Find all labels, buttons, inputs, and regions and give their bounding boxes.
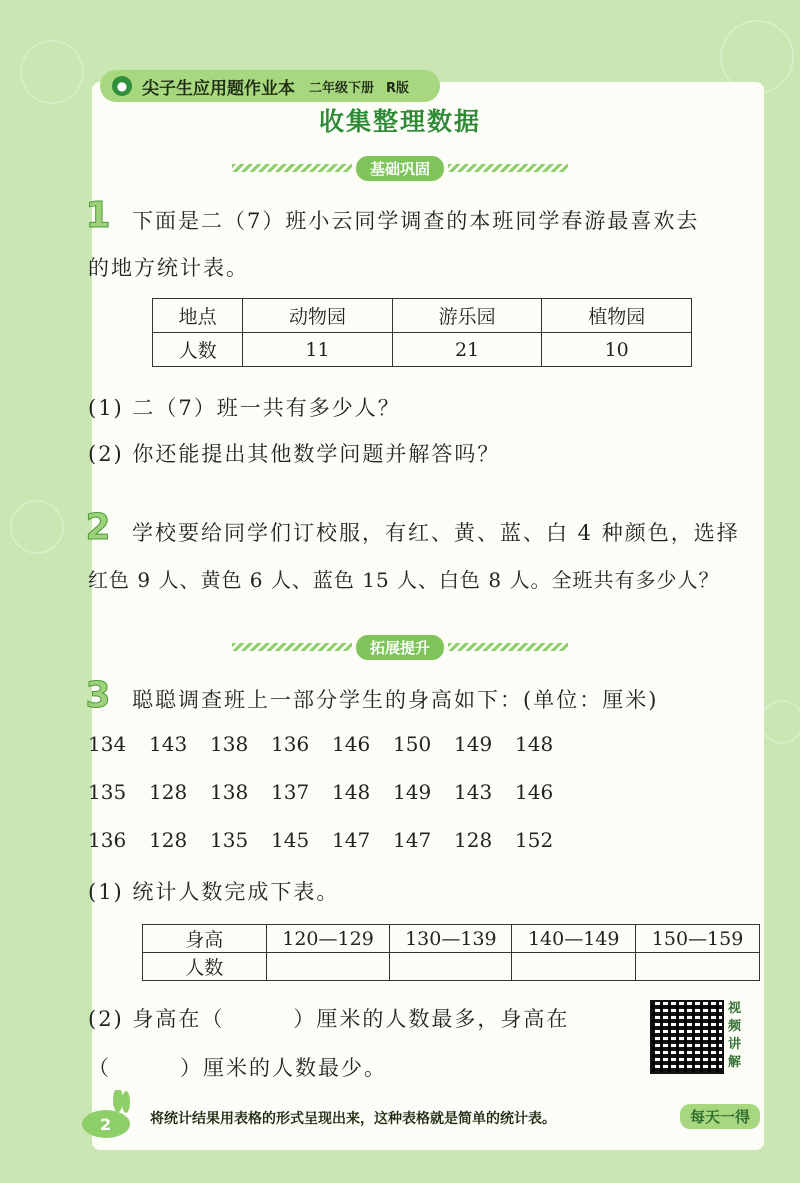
answer-cell[interactable] bbox=[636, 953, 760, 981]
section-label: 拓展提升 bbox=[356, 635, 444, 660]
page-title: 收集整理数据 bbox=[318, 107, 481, 136]
answer-cell[interactable] bbox=[266, 953, 390, 981]
book-header bbox=[100, 70, 440, 102]
q3-sub2-line1: (2) 身高在（ ）厘米的人数最多，身高在 bbox=[88, 1007, 570, 1031]
height-value: 147 bbox=[393, 828, 432, 852]
table-cell: 10 bbox=[542, 333, 692, 367]
height-value: 148 bbox=[515, 732, 554, 756]
question-number-1: 1 bbox=[85, 195, 111, 236]
page-content-area bbox=[92, 82, 764, 1150]
height-value: 146 bbox=[515, 780, 554, 804]
footer-tag: 每天一得 bbox=[680, 1104, 760, 1129]
section-header-basic bbox=[0, 155, 800, 181]
section-label: 基础巩固 bbox=[356, 156, 444, 181]
q1-line1: 下面是二（7）班小云同学调查的本班同学春游最喜欢去 bbox=[132, 209, 700, 233]
page-number: 2 bbox=[100, 1115, 112, 1134]
height-data-row bbox=[88, 732, 576, 756]
q2-line1: 学校要给同学们订校服，有红、黄、蓝、白 4 种颜色，选择 bbox=[132, 521, 740, 545]
table-cell: 人数 bbox=[143, 953, 267, 981]
answer-cell[interactable] bbox=[390, 953, 512, 981]
height-value: 145 bbox=[271, 828, 310, 852]
height-value: 138 bbox=[210, 732, 249, 756]
height-value: 135 bbox=[210, 828, 249, 852]
height-value: 135 bbox=[88, 780, 127, 804]
table-cell: 游乐园 bbox=[392, 299, 542, 333]
q1-line2: 的地方统计表。 bbox=[88, 256, 249, 280]
divider bbox=[448, 164, 568, 172]
background-decoration bbox=[20, 40, 84, 104]
height-data-row bbox=[88, 780, 576, 804]
table-cell: 140—149 bbox=[512, 925, 636, 953]
height-value: 128 bbox=[149, 780, 188, 804]
table-cell: 11 bbox=[243, 333, 393, 367]
height-value: 137 bbox=[271, 780, 310, 804]
height-value: 146 bbox=[332, 732, 371, 756]
height-value: 143 bbox=[454, 780, 493, 804]
table-cell: 130—139 bbox=[390, 925, 512, 953]
rabbit-icon bbox=[78, 1090, 134, 1138]
table-cell: 动物园 bbox=[243, 299, 393, 333]
q3-sub2-line2: （ ）厘米的人数最少。 bbox=[88, 1056, 387, 1080]
footer-note: 将统计结果用表格的形式呈现出来，这种表格就是简单的统计表。 bbox=[150, 1111, 556, 1127]
table-cell: 植物园 bbox=[542, 299, 692, 333]
q1-table bbox=[152, 298, 692, 367]
height-value: 149 bbox=[393, 780, 432, 804]
qr-code[interactable] bbox=[650, 1000, 724, 1074]
q1-sub2: (2) 你还能提出其他数学问题并解答吗？ bbox=[88, 442, 501, 466]
table-cell: 地点 bbox=[153, 299, 243, 333]
height-value: 148 bbox=[332, 780, 371, 804]
q2-line2: 红色 9 人、黄色 6 人、蓝色 15 人、白色 8 人。全班共有多少人？ bbox=[88, 568, 720, 592]
series-title: 尖子生应用题作业本 bbox=[142, 78, 295, 99]
height-value: 152 bbox=[515, 828, 554, 852]
qr-label: 视频讲解 bbox=[728, 1001, 742, 1070]
height-value: 147 bbox=[332, 828, 371, 852]
q3-line1: 聪聪调查班上一部分学生的身高如下：(单位：厘米) bbox=[132, 688, 659, 712]
section-header-advanced bbox=[0, 634, 800, 660]
height-value: 143 bbox=[149, 732, 188, 756]
q3-table bbox=[142, 924, 760, 981]
divider bbox=[232, 164, 352, 172]
background-decoration bbox=[10, 500, 64, 554]
answer-cell[interactable] bbox=[512, 953, 636, 981]
height-value: 150 bbox=[393, 732, 432, 756]
divider bbox=[448, 643, 568, 651]
q1-sub1: (1) 二（7）班一共有多少人？ bbox=[88, 396, 401, 420]
height-value: 128 bbox=[149, 828, 188, 852]
logo-icon: ● bbox=[112, 76, 132, 96]
background-decoration bbox=[760, 700, 800, 744]
question-number-3: 3 bbox=[85, 675, 111, 716]
table-cell: 身高 bbox=[143, 925, 267, 953]
table-cell: 150—159 bbox=[636, 925, 760, 953]
q3-sub1: (1) 统计人数完成下表。 bbox=[88, 880, 340, 904]
grade-label: 二年级下册 bbox=[309, 80, 375, 96]
height-value: 138 bbox=[210, 780, 249, 804]
height-value: 136 bbox=[271, 732, 310, 756]
height-value: 128 bbox=[454, 828, 493, 852]
height-value: 134 bbox=[88, 732, 127, 756]
question-number-2: 2 bbox=[85, 507, 111, 548]
table-cell: 120—129 bbox=[266, 925, 390, 953]
edition-label: R版 bbox=[386, 80, 410, 96]
height-value: 149 bbox=[454, 732, 493, 756]
table-cell: 人数 bbox=[153, 333, 243, 367]
height-value: 136 bbox=[88, 828, 127, 852]
height-data-row bbox=[88, 828, 576, 852]
table-cell: 21 bbox=[392, 333, 542, 367]
divider bbox=[232, 643, 352, 651]
